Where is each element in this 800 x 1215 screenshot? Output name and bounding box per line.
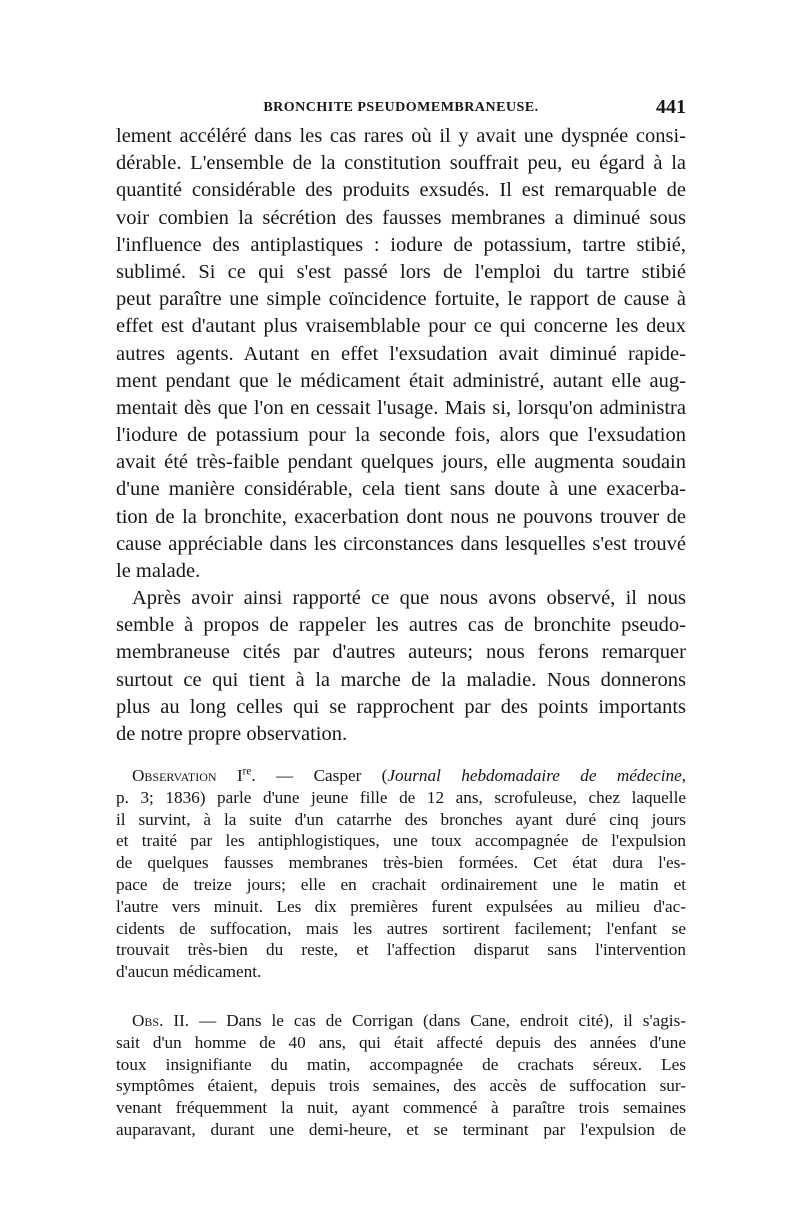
text-line: auparavant, durant une demi-heure, et se terminant par l'expulsion de xyxy=(116,1119,686,1139)
observation-1 xyxy=(116,765,686,983)
text-line: toux insignifiante du matin, accompagnée de crachats séreux. Les xyxy=(116,1054,686,1074)
text-line: membraneuse cités par d'autres auteurs; nous ferons remarquer xyxy=(116,641,686,664)
text-line: cidents de suffocation, mais les autres sortirent facilement; l'enfant se xyxy=(116,918,686,938)
text-line: p. 3; 1836) parle d'une jeune fille de 12 ans, scrofuleuse, chez laquelle xyxy=(116,787,686,807)
text-line: surtout ce qui tient à la marche de la maladie. Nous donnerons xyxy=(116,668,686,691)
text-line: il survint, à la suite d'un catarrhe des bronches ayant duré cinq jours xyxy=(116,809,686,829)
text-line: de notre propre observation. xyxy=(116,722,348,745)
text-line: autres agents. Autant en effet l'exsudation avait diminué rapide- xyxy=(116,342,686,365)
text-line: dérable. L'ensemble de la constitution souffrait peu, eu égard à la xyxy=(116,152,686,175)
observation-label: Obs. II. xyxy=(132,1011,190,1030)
text-line: pace de treize jours; elle en crachait ordinairement une le matin et xyxy=(116,874,686,894)
text-line: avait été très-faible pendant quelques jours, elle augmenta soudain xyxy=(116,451,686,474)
text-line: Après avoir ainsi rapporté ce que nous avons observé, il nous xyxy=(132,587,686,609)
text-line: peut paraître une simple coïncidence fortuite, le rapport de cause à xyxy=(116,288,686,311)
text-line: l'influence des antiplastiques : iodure de potassium, tartre stibié, xyxy=(116,233,686,256)
text-line: voir combien la sécrétion des fausses membranes a diminué sous xyxy=(116,206,686,229)
punctuation: , xyxy=(681,766,686,785)
text-line: symptômes étaient, depuis trois semaines, des accès de suffocation sur- xyxy=(116,1076,686,1096)
observation-heading-line xyxy=(116,765,686,787)
text-line: le malade. xyxy=(116,560,201,582)
text-line: mentait dès que l'on en cessait l'usage. Mais si, lorsqu'on administra xyxy=(116,396,686,419)
observation-2 xyxy=(116,1010,686,1141)
paragraph-1 xyxy=(116,123,686,585)
text-line: de quelques fausses membranes très-bien formées. Cet état dura l'es- xyxy=(116,853,686,873)
journal-title: Journal hebdomadaire de médecine xyxy=(387,766,682,785)
text-line: sait d'un homme de 40 ans, qui était affecté depuis des années d'une xyxy=(116,1032,686,1052)
running-title: BRONCHITE PSEUDOMEMBRANEUSE. xyxy=(263,100,539,115)
observation-label: Observation I xyxy=(132,766,243,785)
page-number: 441 xyxy=(656,96,686,118)
text-line: tion de la bronchite, exacerbation dont nous ne pouvons trouver de xyxy=(116,505,686,528)
text-line: ment pendant que le médicament était administré, autant elle aug- xyxy=(116,369,686,392)
text-line: effet est d'autant plus vraisemblable pour ce qui concerne les deux xyxy=(116,315,686,338)
text-line: trouvait très-bien du reste, et l'affection disparut sans l'intervention xyxy=(116,940,686,960)
text-line: lement accéléré dans les cas rares où il y avait une dyspnée consi- xyxy=(116,125,686,147)
text-line: cause appréciable dans les circonstances dans lesquelles s'est trouvé xyxy=(116,532,686,555)
observation-author: . — Casper ( xyxy=(251,766,388,785)
text-line: l'iodure de potassium pour la seconde fois, alors que l'exsudation xyxy=(116,424,686,447)
text-line: plus au long celles qui se rapprochent par des points importants xyxy=(116,695,686,718)
text-line: venant fréquemment la nuit, ayant commencé à paraître trois semaines xyxy=(116,1098,686,1118)
text-line: d'une manière considérable, cela tient sans doute à une exacerba- xyxy=(116,478,686,501)
text-line: quantité considérable des produits exsudés. Il est remarquable de xyxy=(116,179,686,202)
running-head xyxy=(116,96,686,120)
text-line: et traité par les antiphlogistiques, une toux accompagnée de l'expulsion xyxy=(116,831,686,851)
text-line: semble à propos de rappeler les autres cas de bronchite pseudo- xyxy=(116,614,686,637)
text-line: l'autre vers minuit. Les dix premières furent expulsées au milieu d'ac- xyxy=(116,896,686,916)
text-line: sublimé. Si ce qui s'est passé lors de l'emploi du tartre stibié xyxy=(116,260,686,283)
paragraph-2 xyxy=(116,585,686,748)
text-line: d'aucun médicament. xyxy=(116,962,262,982)
observation-heading-line xyxy=(116,1010,686,1032)
observation-text: — Dans le cas de Corrigan (dans Cane, endroit cité), il s'agis- xyxy=(189,1011,686,1030)
observation-ordinal: re xyxy=(242,765,252,778)
